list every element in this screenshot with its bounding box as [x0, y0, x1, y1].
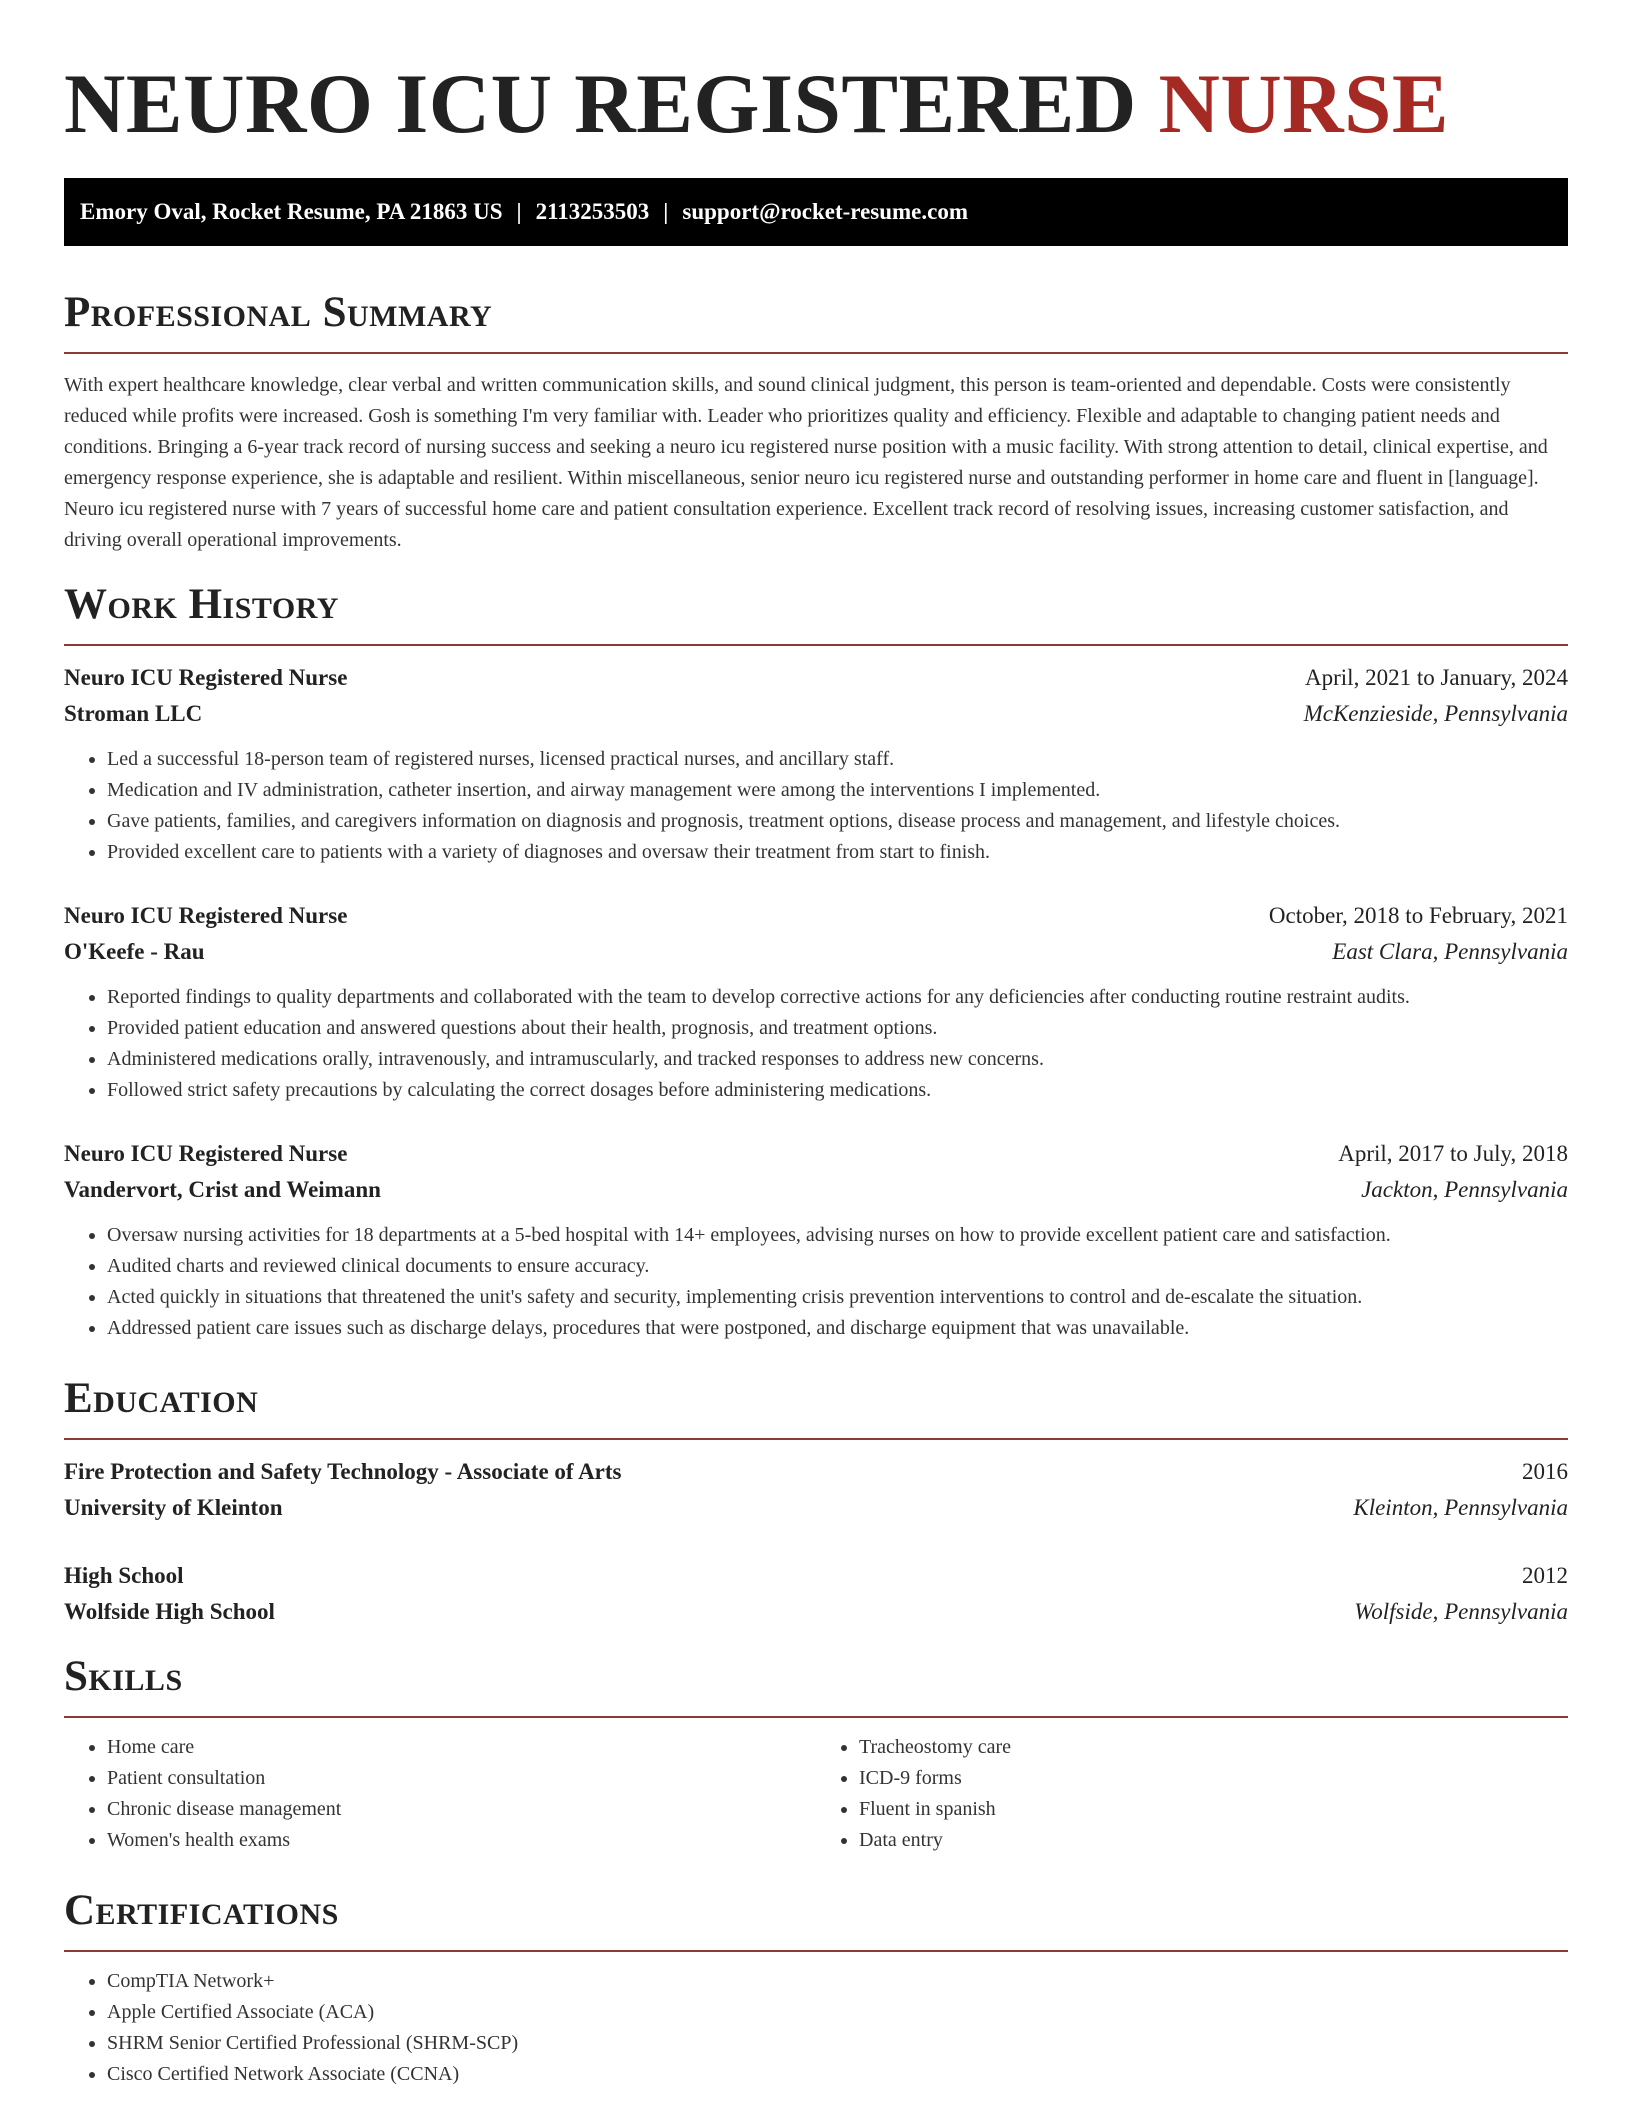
name-accent: NURSE [1158, 57, 1450, 151]
contact-address: Emory Oval, Rocket Resume, PA 21863 US [80, 199, 503, 224]
section-title-certifications: Certifications [64, 1887, 339, 1934]
job-title: Neuro ICU Registered Nurse [64, 903, 348, 928]
job-company: O'Keefe - Rau [64, 939, 205, 964]
education-degree-row [64, 1454, 1568, 1490]
list-item: • Oversaw nursing activities for 18 departments at a 5-bed hospital with 14+ employees, advising nurses on how to provide excellent patient care and satisfaction. [107, 1220, 1568, 1251]
job-bullets [64, 1220, 1568, 1344]
skills-section [64, 1648, 1568, 1856]
contact-email: support@rocket-resume.com [682, 199, 969, 224]
section-divider [64, 644, 1568, 646]
list-item: • Reported findings to quality departments and collaborated with the team to develop corrective actions for any deficiencies after conducting routine restraint audits. [107, 982, 1568, 1013]
list-item: • Women's health exams [107, 1825, 816, 1856]
section-title-work-history: Work History [64, 581, 339, 628]
job-bullets [64, 744, 1568, 868]
section-title-skills: Skills [64, 1653, 183, 1700]
job-dates: April, 2017 to July, 2018 [1338, 1141, 1568, 1166]
certifications-section [64, 1882, 1568, 2090]
job-company-row [64, 1172, 1568, 1208]
list-item: • Gave patients, families, and caregivers information on diagnosis and prognosis, treatment options, disease process and management, and lifestyle choices. [107, 806, 1568, 837]
job-company: Stroman LLC [64, 701, 203, 726]
job-company: Vandervort, Crist and Weimann [64, 1177, 381, 1202]
list-item: • Administered medications orally, intravenously, and intramuscularly, and tracked responses to address new concerns. [107, 1044, 1568, 1075]
list-item: • SHRM Senior Certified Professional (SHRM-SCP) [107, 2028, 1568, 2059]
skills-list-left [64, 1732, 816, 1856]
contact-bar [64, 178, 1568, 246]
education-school-row [64, 1594, 1568, 1630]
section-title-education: Education [64, 1375, 259, 1422]
summary-text: With expert healthcare knowledge, clear verbal and written communication skills, and sound clinical judgment, this person is team-oriented and dependable. Costs were consistently reduced while profits were increased. Gosh is something I'm very familiar with. Leader who prioritizes quality and efficiency. Flexible and adaptable to changing patient needs and conditions. Bringing a 6-year track record of nursing success and seeking a neuro icu registered nurse position with a music facility. With strong attention to detail, clinical expertise, and emergency response experience, she is adaptable and resilient. Within miscellaneous, senior neuro icu registered nurse and outstanding performer in home care and fluent in [language]. Neuro icu registered nurse with 7 years of successful home care and patient consultation experience. Excellent track record of resolving issues, increasing customer satisfaction, and driving overall operational improvements. [64, 374, 1548, 551]
summary-section [64, 284, 1568, 556]
section-divider [64, 1438, 1568, 1440]
job-location: East Clara, Pennsylvania [1332, 939, 1568, 964]
skills-list-right [816, 1732, 1568, 1856]
list-item: • Addressed patient care issues such as discharge delays, procedures that were postponed, and discharge equipment that was unavailable. [107, 1313, 1568, 1344]
education-year: 2012 [1522, 1563, 1568, 1588]
job-entry [64, 1136, 1568, 1344]
job-title: Neuro ICU Registered Nurse [64, 665, 348, 690]
job-entry [64, 660, 1568, 868]
list-item: • Fluent in spanish [859, 1794, 1568, 1825]
education-location: Kleinton, Pennsylvania [1353, 1495, 1568, 1520]
list-item: • Acted quickly in situations that threatened the unit's safety and security, implementing crisis prevention interventions to control and de-escalate the situation. [107, 1282, 1568, 1313]
resume-name-heading [64, 52, 1568, 156]
list-item: • Home care [107, 1732, 816, 1763]
list-item: • Provided patient education and answered questions about their health, prognosis, and treatment options. [107, 1013, 1568, 1044]
job-title: Neuro ICU Registered Nurse [64, 1141, 348, 1166]
contact-phone: 2113253503 [535, 199, 650, 224]
section-divider [64, 352, 1568, 354]
certifications-list [64, 1966, 1568, 2090]
contact-separator: | [516, 199, 522, 224]
section-divider [64, 1716, 1568, 1718]
job-header-row [64, 898, 1568, 934]
job-bullets [64, 982, 1568, 1106]
list-item: • Audited charts and reviewed clinical documents to ensure accuracy. [107, 1251, 1568, 1282]
list-item: • Led a successful 18-person team of registered nurses, licensed practical nurses, and ancillary staff. [107, 744, 1568, 775]
job-location: Jackton, Pennsylvania [1361, 1177, 1568, 1202]
education-location: Wolfside, Pennsylvania [1354, 1599, 1568, 1624]
job-company-row [64, 696, 1568, 732]
list-item: • Cisco Certified Network Associate (CCNA) [107, 2059, 1568, 2090]
skills-grid [64, 1732, 1568, 1856]
education-degree-row [64, 1558, 1568, 1594]
list-item: • CompTIA Network+ [107, 1966, 1568, 1997]
list-item: • Followed strict safety precautions by calculating the correct dosages before administering medications. [107, 1075, 1568, 1106]
job-company-row [64, 934, 1568, 970]
work-history-section [64, 576, 1568, 1344]
list-item: • Patient consultation [107, 1763, 816, 1794]
education-school: University of Kleinton [64, 1495, 283, 1520]
education-degree: High School [64, 1563, 184, 1588]
section-divider [64, 1950, 1568, 1952]
list-item: • Tracheostomy care [859, 1732, 1568, 1763]
education-section [64, 1370, 1568, 1630]
education-entry [64, 1454, 1568, 1526]
education-entry [64, 1558, 1568, 1630]
list-item: • ICD-9 forms [859, 1763, 1568, 1794]
job-dates: October, 2018 to February, 2021 [1268, 903, 1568, 928]
job-location: McKenzieside, Pennsylvania [1303, 701, 1568, 726]
contact-separator: | [663, 199, 669, 224]
list-item: • Medication and IV administration, catheter insertion, and airway management were among the interventions I implemented. [107, 775, 1568, 806]
name-main: NEURO ICU REGISTERED [64, 57, 1137, 151]
list-item: • Data entry [859, 1825, 1568, 1856]
section-title-summary: Professional Summary [64, 289, 493, 336]
job-header-row [64, 1136, 1568, 1172]
list-item: • Provided excellent care to patients with a variety of diagnoses and oversaw their treatment from start to finish. [107, 837, 1568, 868]
job-dates: April, 2021 to January, 2024 [1305, 665, 1568, 690]
list-item: • Apple Certified Associate (ACA) [107, 1997, 1568, 2028]
job-header-row [64, 660, 1568, 696]
education-year: 2016 [1522, 1459, 1568, 1484]
job-entry [64, 898, 1568, 1106]
education-degree: Fire Protection and Safety Technology - Associate of Arts [64, 1459, 622, 1484]
list-item: • Chronic disease management [107, 1794, 816, 1825]
education-school: Wolfside High School [64, 1599, 275, 1624]
education-school-row [64, 1490, 1568, 1526]
